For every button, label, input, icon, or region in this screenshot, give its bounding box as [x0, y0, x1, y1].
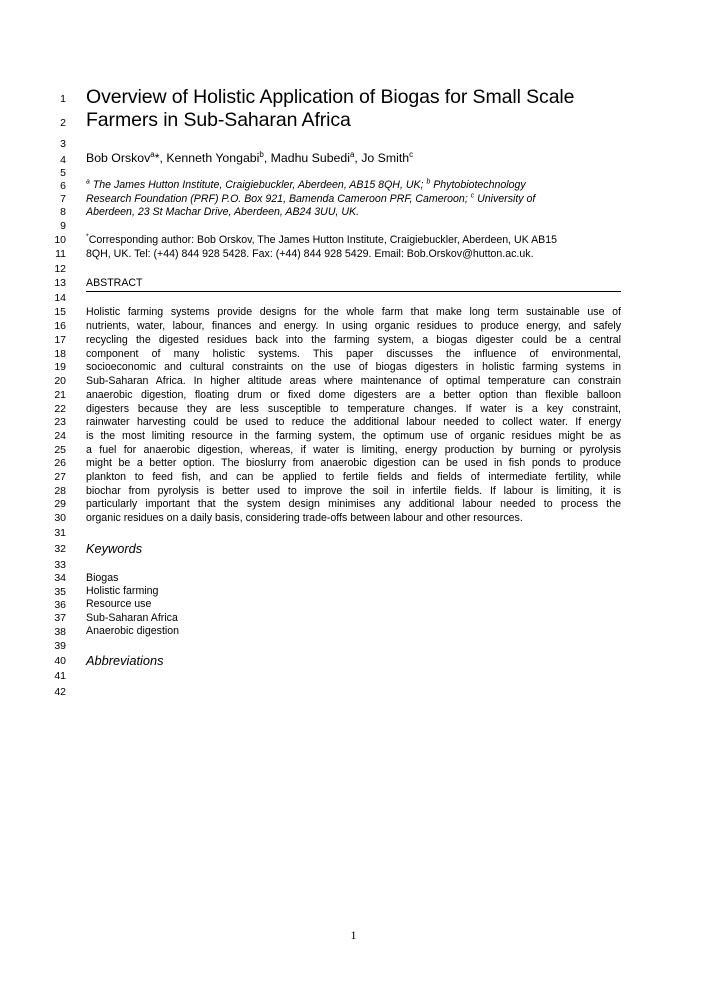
author-list — [86, 151, 413, 165]
abstract-line: socioeconomic and cultural constraints on the use of biogas digesters in holistic farming systems in — [86, 361, 621, 373]
abstract-line: digesters because they are less susceptible to temperature changes. If water is a key constraint, — [86, 403, 621, 415]
line-number: 40 — [54, 655, 66, 667]
author-affiliation-mark: b — [259, 149, 264, 159]
line-number: 35 — [54, 586, 66, 598]
author-affiliation-mark: a — [349, 149, 355, 159]
affiliation-line-2 — [86, 193, 535, 205]
affiliation-text: University of — [474, 193, 536, 205]
line-number: 13 — [54, 277, 66, 289]
line-number: 23 — [54, 416, 66, 428]
line-number: 7 — [60, 193, 66, 205]
corresponding-mark: * — [86, 233, 89, 241]
corresponding-author-line-2: 8QH, UK. Tel: (+44) 844 928 5428. Fax: (+44) 844 928 5429. Email: Bob.Orskov@hutton.ac.uk. — [86, 248, 534, 260]
corresponding-author-line-1 — [86, 234, 557, 246]
author-name: Jo Smith — [361, 151, 410, 165]
affiliation-line-3: Aberdeen, 23 St Machar Drive, Aberdeen, AB24 3UU, UK. — [86, 206, 360, 218]
abstract-line: nutrients, water, labour, finances and energy. In using organic residues to produce energy, and safely — [86, 320, 621, 332]
corresponding-text: Corresponding author: Bob Orskov, The James Hutton Institute, Craigiebuckler, Aberdeen, UK AB15 — [88, 234, 558, 246]
author-name: Madhu Subedi — [270, 151, 350, 165]
line-number: 9 — [60, 220, 66, 232]
affiliation-text: The James Hutton Institute, Craigiebuckler, Aberdeen, AB15 8QH, UK; — [89, 179, 427, 191]
line-number: 4 — [60, 154, 66, 166]
abstract-line: organic residues on a daily basis, considering trade-offs between labour and other resources. — [86, 512, 523, 524]
line-number: 32 — [54, 543, 66, 555]
keyword-item: Holistic farming — [86, 585, 159, 597]
abstract-line: biochar from pyrolysis is better used to improve the soil in infertile fields. If labour is limiting, it is — [86, 485, 621, 497]
line-number: 15 — [54, 306, 66, 318]
line-number: 1 — [60, 93, 66, 105]
affiliation-mark: b — [426, 178, 431, 186]
author-name: Bob Orskov — [86, 151, 151, 165]
paper-title-line-1: Overview of Holistic Application of Biogas for Small Scale — [86, 86, 575, 108]
line-number: 8 — [60, 206, 66, 218]
abstract-line: recycling the digested residues back into the farming system, a biogas digester could be a central — [86, 334, 621, 346]
line-number: 20 — [54, 375, 66, 387]
abbreviations-heading: Abbreviations — [86, 653, 164, 668]
page-number: 1 — [350, 928, 357, 942]
line-number: 42 — [54, 686, 66, 698]
author-affiliation-mark: c — [409, 149, 414, 159]
author-separator: , — [263, 151, 271, 165]
line-number: 5 — [60, 167, 66, 179]
line-number: 41 — [54, 670, 66, 682]
corresponding-mark: * — [154, 151, 160, 165]
keyword-item: Resource use — [86, 598, 152, 610]
line-number: 37 — [54, 612, 66, 624]
line-number: 28 — [54, 485, 66, 497]
line-number: 30 — [54, 512, 66, 524]
author-separator: , — [354, 151, 362, 165]
line-number: 27 — [54, 471, 66, 483]
affiliation-text: Phytobiotechnology — [430, 179, 526, 191]
affiliation-mark: a — [86, 178, 90, 186]
line-number: 34 — [54, 572, 66, 584]
abstract-line: rainwater harvesting could be used to reduce the additional labour needed to collect water. If energy — [86, 416, 621, 428]
line-number: 31 — [54, 527, 66, 539]
line-number: 39 — [54, 640, 66, 652]
keyword-item: Sub-Saharan Africa — [86, 612, 178, 624]
line-number: 16 — [54, 320, 66, 332]
line-number: 19 — [54, 361, 66, 373]
line-number: 2 — [60, 117, 66, 129]
keyword-item: Anaerobic digestion — [86, 625, 180, 637]
author-name: Kenneth Yongabi — [166, 151, 260, 165]
line-number: 3 — [60, 138, 66, 150]
affiliation-text: Research Foundation (PRF) P.O. Box 921, Bamenda Cameroon PRF, Cameroon; — [86, 193, 471, 205]
author-separator: , — [159, 151, 167, 165]
abstract-line: particularly important that the system design minimises any additional labour needed to process the — [86, 498, 621, 510]
abstract-divider — [86, 291, 621, 292]
abstract-heading: ABSTRACT — [86, 277, 143, 289]
abstract-line: a fuel for anaerobic digestion, whereas, if water is limiting, energy production by burning or pyrolysis — [86, 444, 621, 456]
abstract-line: might be a better option. The bioslurry from anaerobic digestion can be used in fish ponds to produce — [86, 457, 621, 469]
abstract-line: plankton to feed fish, and can be applied to fertile fields and fields of intermediate fertility, while — [86, 471, 621, 483]
affiliation-mark: c — [470, 192, 475, 200]
abstract-line: Holistic farming systems provide designs for the whole farm that make long term sustainable use of — [86, 306, 621, 318]
line-number: 14 — [54, 292, 66, 304]
line-number: 6 — [60, 180, 66, 192]
affiliation-line-1 — [86, 179, 526, 191]
line-number: 26 — [54, 457, 66, 469]
abstract-line: Sub-Saharan Africa. In higher altitude areas where maintenance of optimal temperature can constrain — [86, 375, 621, 387]
line-number: 33 — [54, 559, 66, 571]
line-number: 22 — [54, 403, 66, 415]
abstract-line: anaerobic digestion, floating drum or fixed dome digesters are a better option than flexible balloon — [86, 389, 621, 401]
line-number: 11 — [55, 248, 66, 260]
author-affiliation-mark: a — [150, 149, 155, 159]
line-number: 18 — [54, 348, 66, 360]
line-number: 25 — [54, 444, 66, 456]
keyword-item: Biogas — [86, 572, 119, 584]
line-number: 17 — [54, 334, 66, 346]
line-number: 38 — [54, 626, 66, 638]
line-number: 24 — [54, 430, 66, 442]
line-number: 10 — [54, 234, 66, 246]
paper-title-line-2: Farmers in Sub-Saharan Africa — [86, 109, 351, 131]
line-number: 29 — [54, 498, 66, 510]
abstract-line: is the most limiting resource in the farming system, the optimum use of organic residues might be as — [86, 430, 621, 442]
abstract-line: component of many holistic systems. This paper discusses the influence of environmental, — [86, 348, 621, 360]
line-number: 12 — [54, 263, 66, 275]
keywords-heading: Keywords — [86, 541, 143, 556]
line-number: 36 — [54, 599, 66, 611]
line-number: 21 — [54, 389, 66, 401]
